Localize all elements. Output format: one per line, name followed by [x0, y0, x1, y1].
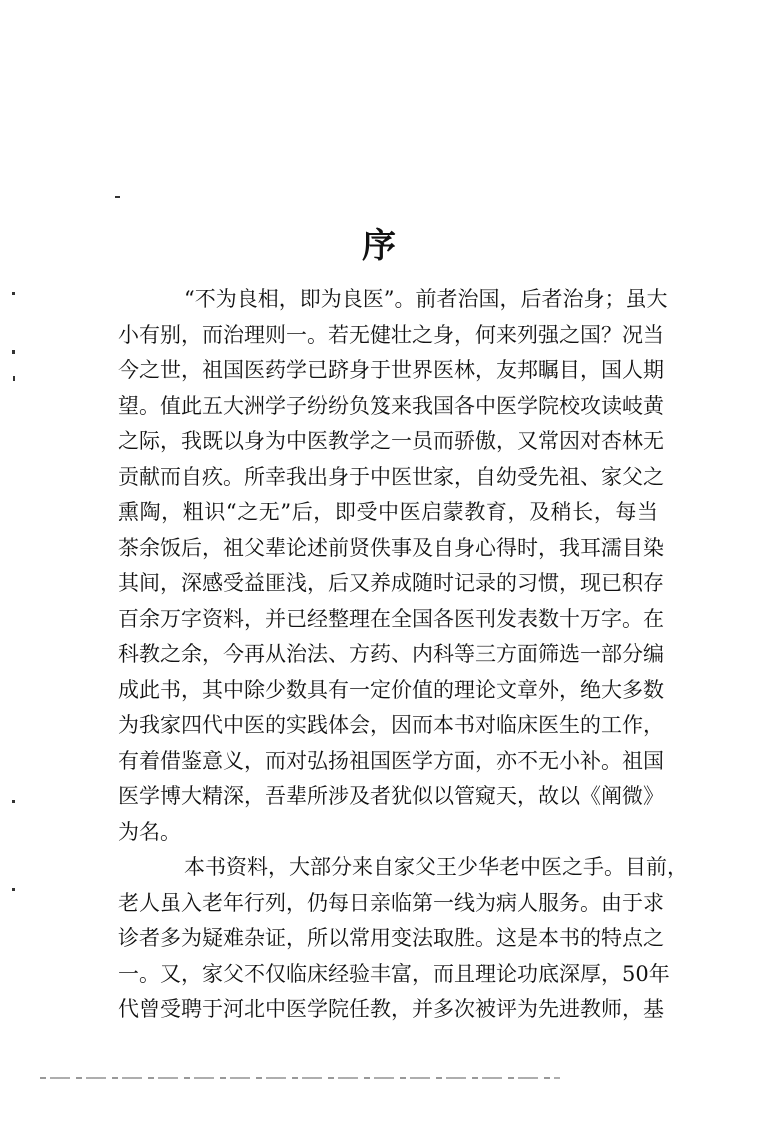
- text-line: 医学博大精深，吾辈所涉及者犹似以管窥天，故以《阐微》: [118, 784, 664, 808]
- scan-speck: [12, 350, 15, 354]
- scan-speck: [13, 376, 15, 381]
- text-line: 成此书，其中除少数具有一定价值的理论文章外，绝大多数: [118, 677, 664, 702]
- scan-edge-noise: [40, 1077, 560, 1079]
- text-line: 望。值此五大洲学子纷纷负笈来我国各中医学院校攻读岐黄: [118, 393, 664, 418]
- text-line: 老人虽入老年行列，仍每日亲临第一线为病人服务。由于求: [118, 890, 664, 915]
- text-line: 有着借鉴意义，而对弘扬祖国医学方面，亦不无小补。祖国: [118, 748, 664, 773]
- text-line: 一。又，家父不仅临床经验丰富，而且理论功底深厚，50年: [118, 961, 670, 986]
- text-line: 熏陶，粗识“之无”后，即受中医启蒙教育，及稍长，每当: [118, 500, 658, 524]
- text-line: 其间，深感受益匪浅，后又养成随时记录的习惯，现已积存: [118, 571, 664, 595]
- page-title: 序: [362, 226, 396, 266]
- scan-speck: [12, 292, 15, 295]
- text-line: “不为良相，即为良医”。前者治国，后者治身；虽大: [184, 287, 668, 311]
- text-line: 为我家四代中医的实践体会，因而本书对临床医生的工作，: [118, 713, 664, 737]
- text-line: 诊者多为疑难杂证，所以常用变法取胜。这是本书的特点之: [118, 926, 664, 950]
- text-line: 贡献而自疚。所幸我出身于中医世家，自幼受先祖、家父之: [118, 464, 664, 489]
- preface-body: [118, 282, 688, 1028]
- scan-speck: [115, 196, 120, 198]
- text-line: 小有别，而治理则一。若无健壮之身，何来列强之国？况当: [118, 322, 664, 347]
- text-line: 科教之余，今再从治法、方药、内科等三方面筛选一部分编: [118, 642, 664, 666]
- text-line: 茶余饭后，祖父辈论述前贤佚事及自身心得时，我耳濡目染: [118, 535, 664, 560]
- text-line: 为名。: [118, 819, 181, 844]
- text-line: 今之世，祖国医药学已跻身于世界医林，友邦瞩目，国人期: [118, 358, 664, 382]
- scan-speck: [12, 800, 15, 803]
- paragraph-1: [118, 282, 668, 850]
- text-line: 百余万字资料，并已经整理在全国各医刊发表数十万字。在: [118, 606, 664, 631]
- scan-speck: [12, 888, 15, 891]
- text-line: 本书资料，大部分来自家父王少华老中医之手。目前，: [184, 855, 688, 879]
- paragraph-2: [118, 850, 688, 1028]
- text-line: 之际，我既以身为中医教学之一员而骄傲，又常因对杏林无: [118, 429, 664, 453]
- text-line: 代曾受聘于河北中医学院任教，并多次被评为先进教师，基: [118, 997, 664, 1021]
